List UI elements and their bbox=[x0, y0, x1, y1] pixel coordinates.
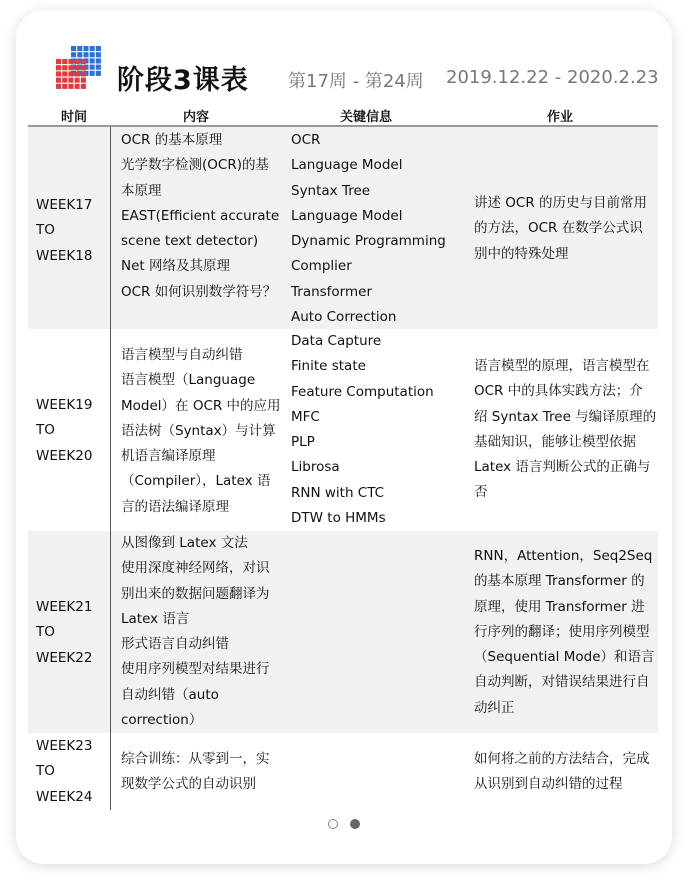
content-cell-line: Latex 语言 bbox=[121, 610, 190, 627]
key-info-cell bbox=[291, 329, 461, 531]
homework-cell-line: 绍 Syntax Tree 与编译原理的 bbox=[474, 408, 657, 425]
week-line: WEEK21 bbox=[36, 599, 93, 615]
key-info-cell-line: Finite state bbox=[291, 358, 366, 375]
content-cell-line: 语法树（Syntax）与计算 bbox=[121, 422, 276, 439]
content-cell-line: 光学数字检测(OCR)的基 bbox=[121, 157, 269, 174]
content-cell-line: OCR 如何识别数学符号？ bbox=[121, 283, 277, 300]
key-info-cell-line: Complier bbox=[291, 258, 352, 275]
homework-cell-line: 否 bbox=[474, 484, 488, 501]
header bbox=[16, 10, 672, 100]
homework-cell-line: 别中的特殊处理 bbox=[474, 245, 569, 262]
table-row bbox=[28, 127, 658, 329]
content-cell-line: 综合训练：从零到一，实 bbox=[121, 751, 270, 767]
week-cell bbox=[36, 193, 116, 269]
content-cell bbox=[121, 128, 279, 305]
week-line: TO bbox=[36, 222, 55, 239]
content-cell-line: 言的语法编译原理 bbox=[121, 498, 229, 515]
week-line: WEEK23 bbox=[36, 738, 93, 754]
header-key-info: 关键信息 bbox=[339, 110, 392, 125]
content-cell-line: 语言模型与自动纠错 bbox=[121, 347, 243, 363]
table-row bbox=[28, 531, 658, 733]
content-cell-line: 别出来的数据问题翻译为 bbox=[121, 585, 270, 602]
page-title: 阶段3课表 bbox=[117, 65, 249, 96]
content-cell-line: 本原理 bbox=[121, 182, 162, 199]
content-cell-line: 形式语言自动纠错 bbox=[121, 636, 229, 653]
key-info-cell-line: Transformer bbox=[291, 283, 373, 300]
week-line: WEEK18 bbox=[36, 247, 93, 264]
key-info-cell-line: Librosa bbox=[291, 459, 340, 476]
content-cell-line: correction） bbox=[121, 712, 203, 729]
table-row bbox=[28, 329, 658, 531]
week-line: TO bbox=[36, 763, 55, 780]
content-cell-line: 机语言编译原理 bbox=[121, 448, 216, 465]
content-cell-line: 自动纠错（auto bbox=[121, 686, 219, 703]
content-cell-line: 使用序列模型对结果进行 bbox=[121, 661, 270, 678]
week-line: WEEK20 bbox=[36, 447, 93, 464]
content-cell bbox=[121, 747, 279, 798]
header-content: 内容 bbox=[182, 110, 209, 125]
homework-cell-line: 行序列的翻译；使用序列模型 bbox=[474, 623, 650, 640]
page-dot-2[interactable] bbox=[350, 819, 360, 829]
content-cell-line: scene text detector) bbox=[121, 233, 259, 250]
key-info-cell-line: MFC bbox=[291, 408, 320, 425]
week-cell bbox=[36, 393, 116, 469]
homework-cell-line: OCR 中的具体实践方法；介 bbox=[474, 383, 643, 400]
schedule-card bbox=[16, 10, 672, 864]
header-homework: 作业 bbox=[546, 110, 573, 125]
week-cell bbox=[36, 734, 116, 810]
header-time: 时间 bbox=[60, 110, 87, 125]
homework-cell-line: RNN，Attention，Seq2Seq bbox=[474, 548, 653, 564]
week-cell bbox=[36, 595, 116, 671]
content-cell bbox=[121, 343, 279, 520]
week-line: WEEK19 bbox=[36, 397, 93, 413]
homework-cell-line: 自动判断，对错误结果进行自 bbox=[474, 674, 650, 691]
key-info-cell-line: Language Model bbox=[291, 157, 403, 174]
key-info-cell-line: Feature Computation bbox=[291, 383, 434, 400]
homework-cell-line: 的方法，OCR 在数学公式识 bbox=[474, 220, 643, 237]
homework-cell-line: 原理，使用 Transformer 进 bbox=[474, 598, 645, 615]
key-info-cell-line: PLP bbox=[291, 434, 315, 451]
key-info-cell-line: Syntax Tree bbox=[291, 182, 371, 199]
homework-cell-line: 语言模型的原理，语言模型在 bbox=[474, 358, 650, 374]
homework-cell-line: 的基本原理 Transformer 的 bbox=[474, 573, 645, 590]
content-cell bbox=[121, 531, 279, 733]
content-cell-line: （Compiler），Latex 语 bbox=[121, 473, 271, 490]
homework-cell bbox=[474, 544, 656, 721]
content-cell-line: OCR 的基本原理 bbox=[121, 132, 223, 148]
key-info-cell bbox=[291, 128, 461, 330]
key-info-cell-line: Auto Correction bbox=[291, 309, 397, 326]
key-info-cell-line: Data Capture bbox=[291, 333, 382, 349]
homework-cell-line: 从识别到自动纠错的过程 bbox=[474, 776, 623, 793]
date-range: 2019.12.22 - 2020.2.23 bbox=[446, 67, 659, 88]
week-line: WEEK22 bbox=[36, 649, 93, 666]
week-line: WEEK24 bbox=[36, 788, 93, 805]
table-header bbox=[16, 106, 672, 126]
content-cell-line: EAST(Efficient accurate bbox=[121, 207, 280, 224]
table-row bbox=[28, 733, 658, 810]
time-column-divider bbox=[110, 127, 111, 810]
homework-cell-line: 动纠正 bbox=[474, 699, 515, 716]
key-info-cell-line: Language Model bbox=[291, 207, 403, 224]
week-line: TO bbox=[36, 422, 55, 439]
homework-cell-line: （Sequential Mode）和语言 bbox=[474, 649, 655, 666]
homework-cell-line: 讲述 OCR 的历史与目前常用 bbox=[474, 195, 648, 211]
homework-cell bbox=[474, 354, 656, 506]
key-info-cell-line: Dynamic Programming bbox=[291, 233, 446, 250]
homework-cell-line: 如何将之前的方法结合，完成 bbox=[474, 751, 650, 767]
content-cell-line: 使用深度神经网络，对识 bbox=[121, 560, 270, 577]
content-cell-line: 现数学公式的自动识别 bbox=[121, 776, 256, 793]
pagination-dots bbox=[16, 816, 672, 830]
content-cell-line: Model）在 OCR 中的应用 bbox=[121, 397, 281, 414]
content-cell-line: 语言模型（Language bbox=[121, 372, 256, 389]
homework-cell bbox=[474, 747, 656, 798]
homework-cell-line: Latex 语言判断公式的正确与 bbox=[474, 459, 651, 476]
week-line: WEEK17 bbox=[36, 197, 93, 213]
page-dot-1[interactable] bbox=[328, 819, 338, 829]
week-range: 第17周 - 第24周 bbox=[288, 71, 424, 92]
grid-logo-icon bbox=[56, 46, 102, 90]
key-info-cell-line: OCR bbox=[291, 132, 321, 148]
key-info-cell-line: RNN with CTC bbox=[291, 484, 385, 501]
homework-cell bbox=[474, 191, 656, 267]
content-cell-line: 从图像到 Latex 文法 bbox=[121, 535, 248, 551]
key-info-cell-line: DTW to HMMs bbox=[291, 510, 386, 527]
content-cell-line: Net 网络及其原理 bbox=[121, 258, 230, 275]
week-line: TO bbox=[36, 624, 55, 641]
homework-cell-line: 基础知识，能够让模型依据 bbox=[474, 433, 636, 450]
